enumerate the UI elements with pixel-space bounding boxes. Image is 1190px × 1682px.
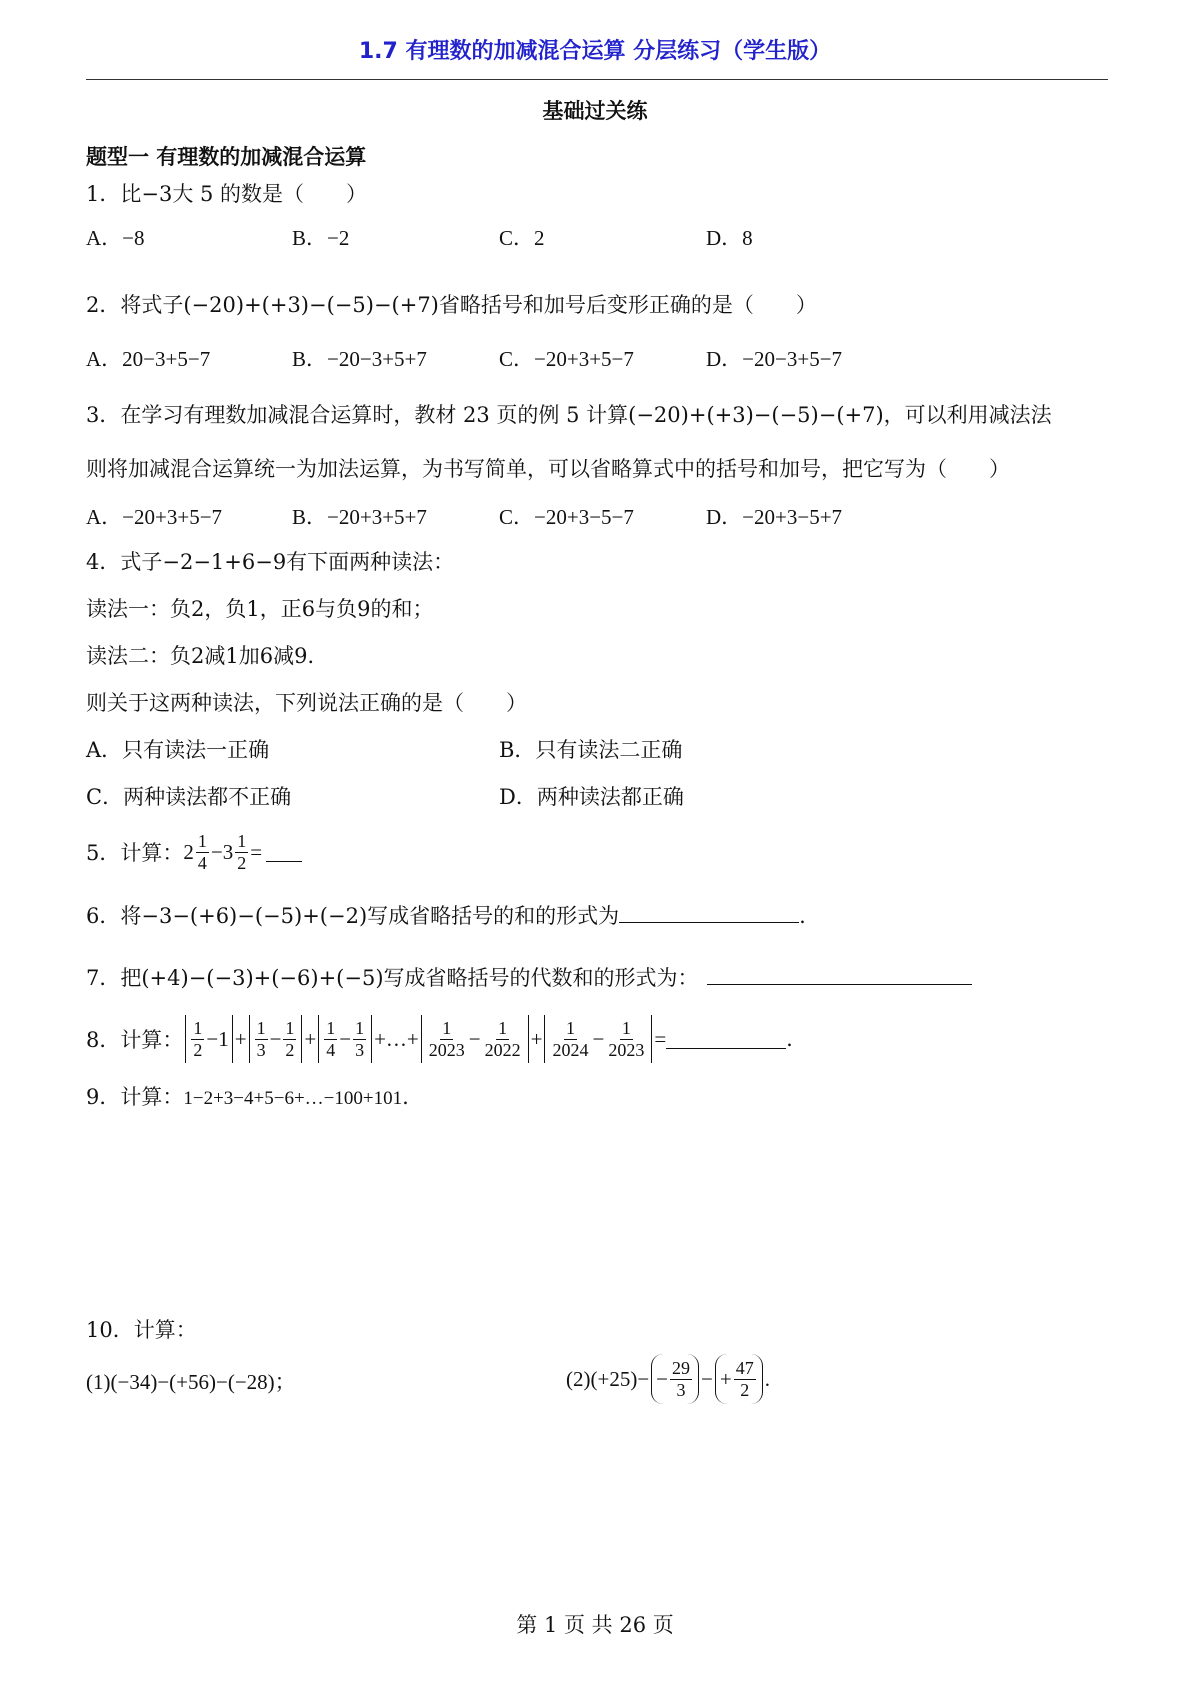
q6-line [86, 900, 806, 930]
numerator: 29 [672, 1357, 691, 1378]
q2-option-b: B．−20−3+5+7 [292, 347, 427, 371]
ellipsis: +…+ [374, 1026, 419, 1051]
numerator: 1 [565, 1017, 575, 1038]
denominator: 2023 [608, 1039, 645, 1060]
minus-sign: − [269, 1026, 282, 1051]
denominator: 2024 [552, 1039, 589, 1060]
fraction [550, 1018, 590, 1061]
q8-end: . [786, 1027, 793, 1051]
fraction [670, 1358, 692, 1401]
fraction [191, 1018, 204, 1061]
minus-sign: − [592, 1026, 605, 1051]
q1-stem: 1．比−3大 5 的数是（ ） [86, 182, 368, 206]
fraction [734, 1358, 756, 1401]
q8-line [86, 1010, 793, 1068]
numerator: 1 [355, 1017, 365, 1038]
q7-line [86, 962, 972, 992]
denominator: 4 [326, 1039, 336, 1060]
q3-option-b: B．−20+3+5+7 [292, 505, 427, 529]
q9-end: . [402, 1085, 409, 1109]
denominator: 2 [740, 1379, 750, 1400]
numerator: 1 [197, 830, 207, 851]
q9-prefix: 9．计算： [86, 1085, 184, 1109]
integer: 1 [218, 1026, 229, 1051]
plus-sign: + [234, 1026, 247, 1051]
minus-sign: − [468, 1026, 481, 1051]
numerator: 1 [256, 1017, 266, 1038]
q2-option-c: C．−20+3+5−7 [499, 347, 634, 371]
document-title: 1.7 有理数的加减混合运算 分层练习（学生版） [358, 39, 832, 64]
q1-option-b: B．−2 [292, 226, 350, 250]
question-type-heading: 题型一 有理数的加减混合运算 [86, 145, 367, 169]
fraction [283, 1018, 296, 1061]
q5-whole-two: 3 [222, 839, 234, 864]
q7-text: 7．把(+4)−(−3)+(−6)+(−5)写成省略括号的代数和的形式为： [86, 966, 699, 990]
plus-sign: + [304, 1026, 317, 1051]
q3-stem-line2: 则将加减混合运算统一为加法运算，为书写简单，可以省略算式中的括号和加号，把它写为（ ） [86, 457, 1010, 481]
q8-abs-term-1 [185, 1015, 232, 1063]
header-divider [86, 79, 1108, 80]
q8-abs-term-5 [544, 1015, 652, 1063]
q4-option-a: A．只有读法一正确 [86, 738, 270, 762]
q4-stem: 4．式子−2−1+6−9有下面两种读法： [86, 550, 455, 574]
q5-whole-one: 2 [183, 839, 194, 864]
denominator: 2022 [484, 1039, 521, 1060]
q2-option-d: D．−20−3+5−7 [706, 347, 843, 371]
denominator: 3 [355, 1039, 365, 1060]
numerator: 1 [237, 830, 247, 851]
q6-answer-blank[interactable] [619, 904, 799, 923]
fraction [353, 1018, 366, 1061]
section-heading: 基础过关练 [542, 99, 648, 123]
numerator: 1 [193, 1017, 203, 1038]
fraction [606, 1018, 646, 1061]
q10-part-2-prefix: (2)(+25)− [566, 1366, 650, 1391]
q10-part-1: (1)(−34)−(+56)−(−28)； [86, 1370, 296, 1394]
denominator: 3 [676, 1379, 686, 1400]
q10-stem: 10．计算： [86, 1318, 197, 1342]
plus-sign: + [530, 1026, 543, 1051]
q8-prefix: 8．计算： [86, 1028, 184, 1052]
numerator: 47 [735, 1357, 754, 1378]
parenthesized-fraction [715, 1354, 763, 1404]
equals-sign: = [250, 839, 263, 864]
q4-question: 则关于这两种读法，下列说法正确的是（ ） [86, 691, 527, 715]
q5-prefix: 5．计算： [86, 841, 184, 865]
q5-fraction-one [196, 831, 209, 874]
denominator: 3 [256, 1039, 266, 1060]
minus-sign: − [210, 839, 223, 864]
q4-reading-one: 读法一：负2，负1，正6与负9的和； [86, 597, 434, 621]
minus-sign: − [701, 1366, 713, 1391]
q9-line [86, 1081, 409, 1111]
q4-reading-two: 读法二：负2减1加6减9． [86, 644, 329, 668]
sign: + [719, 1366, 732, 1391]
q10-end: . [764, 1366, 770, 1391]
q4-option-c: C．两种读法都不正确 [86, 785, 292, 809]
q3-option-c: C．−20+3−5−7 [499, 505, 634, 529]
numerator: 1 [442, 1017, 452, 1038]
numerator: 1 [285, 1017, 295, 1038]
q2-stem: 2．将式子(−20)+(+3)−(−5)−(+7)省略括号和加号后变形正确的是（ ） [86, 293, 817, 317]
q9-expression: 1−2+3−4+5−6+…−100+101 [183, 1088, 403, 1109]
numerator: 1 [498, 1017, 508, 1038]
q7-answer-blank[interactable] [707, 966, 972, 985]
parenthesized-fraction [651, 1354, 699, 1404]
fraction [427, 1018, 467, 1061]
denominator: 2 [285, 1039, 295, 1060]
numerator: 1 [326, 1017, 336, 1038]
minus-sign: − [206, 1026, 219, 1051]
q8-abs-term-4 [421, 1015, 529, 1063]
numerator: 1 [621, 1017, 631, 1038]
q5-fraction-two [235, 831, 248, 874]
q10-part-2 [566, 1350, 770, 1408]
q3-stem-line1: 3．在学习有理数加减混合运算时，教材 23 页的例 5 计算(−20)+(+3)−(−5)−(+7)，可以利用减法法 [86, 403, 1052, 427]
q6-text: 6．将−3−(+6)−(−5)+(−2)写成省略括号的和的形式为 [86, 904, 620, 928]
q1-option-a: A．−8 [86, 226, 145, 250]
q8-answer-blank[interactable] [666, 1030, 786, 1049]
q8-abs-term-3 [318, 1015, 372, 1063]
q1-option-d: D．8 [706, 226, 753, 250]
equals-sign: = [654, 1026, 667, 1051]
q4-option-d: D．两种读法都正确 [499, 785, 684, 809]
denominator: 2 [237, 852, 247, 873]
q1-option-c: C．2 [499, 226, 545, 250]
q2-option-a: A．20−3+5−7 [86, 347, 211, 371]
denominator: 2023 [428, 1039, 465, 1060]
fraction [483, 1018, 523, 1061]
q3-option-d: D．−20+3−5+7 [706, 505, 843, 529]
fraction [324, 1018, 337, 1061]
sign: − [656, 1366, 669, 1391]
q3-option-a: A．−20+3+5−7 [86, 505, 223, 529]
q5-line [86, 825, 302, 879]
denominator: 4 [197, 852, 207, 873]
denominator: 2 [193, 1039, 203, 1060]
q5-answer-blank[interactable] [266, 843, 302, 862]
fraction [255, 1018, 268, 1061]
q8-abs-term-2 [249, 1015, 303, 1063]
q6-end: . [799, 904, 806, 928]
page-number: 第 1 页 共 26 页 [516, 1613, 674, 1637]
q4-option-b: B．只有读法二正确 [499, 738, 683, 762]
minus-sign: − [339, 1026, 352, 1051]
